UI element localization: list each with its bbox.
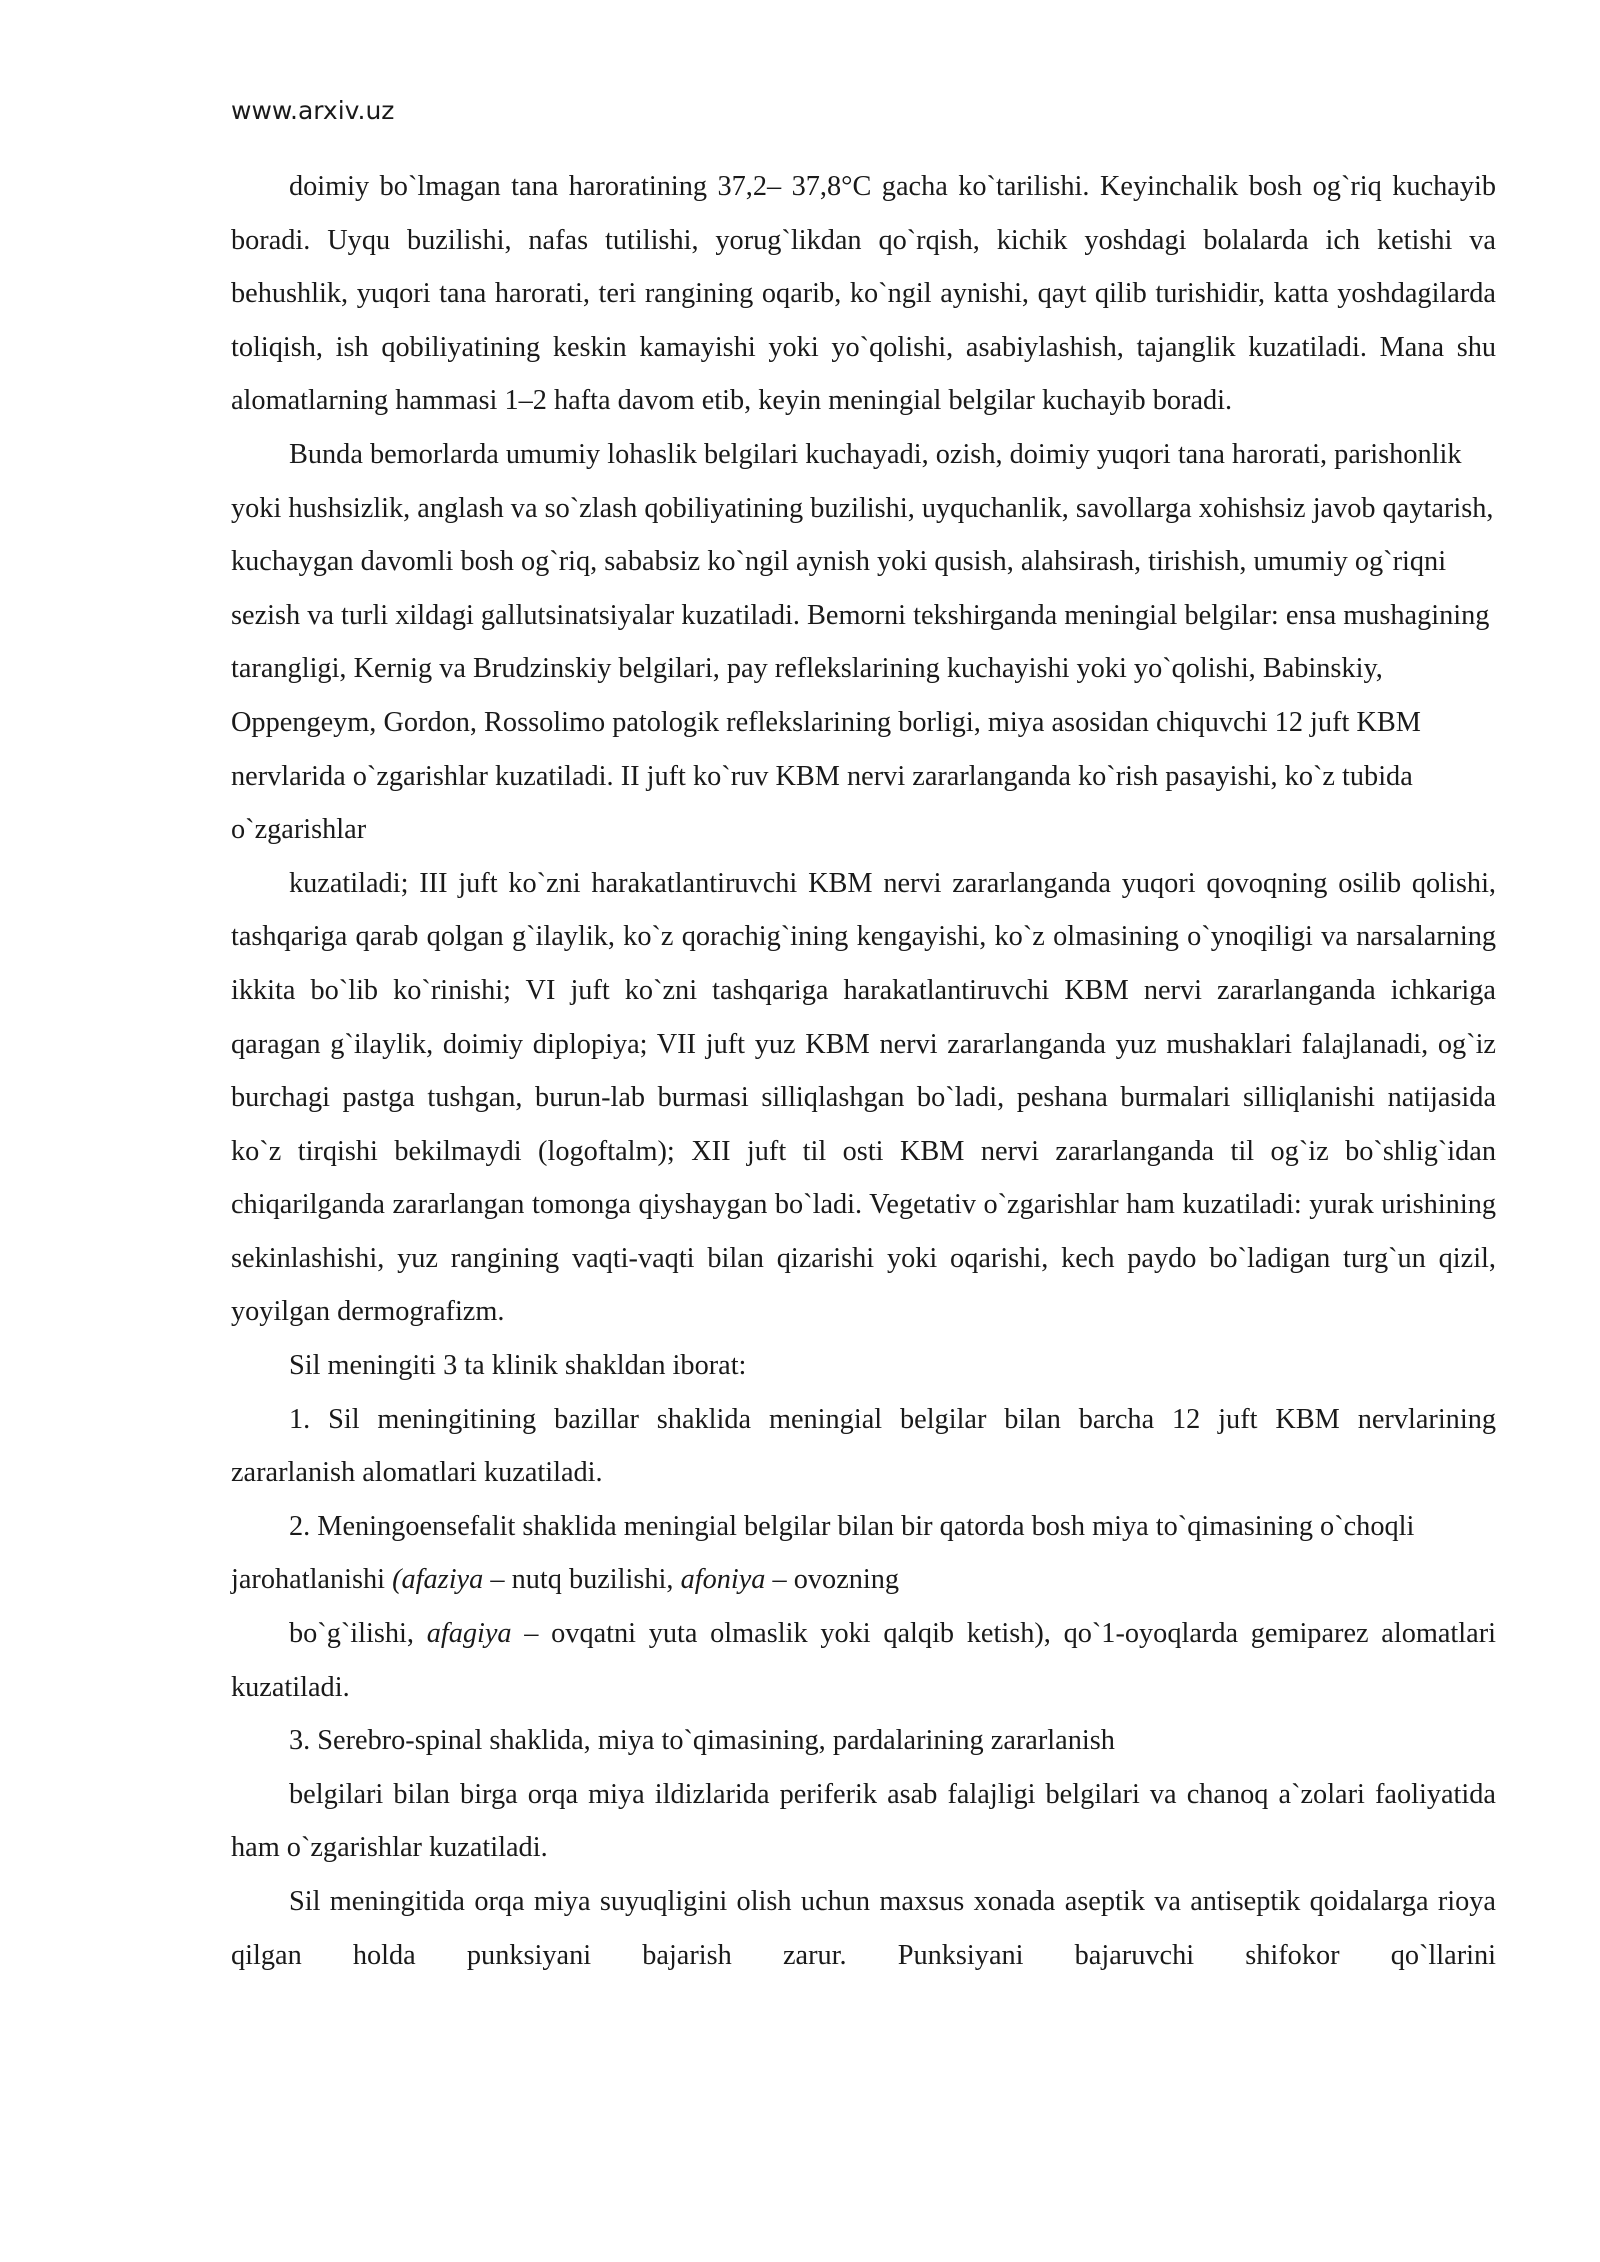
paragraph-cerebrospinal-form: 3. Serebro-spinal shaklida, miya to`qimasining, pardalarining zararlanish	[289, 1725, 1115, 1757]
italic-term: (afaziya	[392, 1564, 484, 1596]
italic-term: afoniya	[680, 1564, 766, 1596]
paragraph-basilar-form: 1. Sil meningitining bazillar shaklida meningial belgilar bilan barcha 12 juft KBM nervlarining zararlanish alomatlari kuzatiladi.	[231, 1403, 1496, 1489]
text-run: – ovozning	[765, 1564, 900, 1596]
paragraph-meningeal-signs: Bunda bemorlarda umumiy lohaslik belgilari kuchayadi, ozish, doimiy yuqori tana harorati, parishonlik yoki hushsizlik, anglash va so`zlash qobiliyatining buzilishi, uyquchanlik, savollarga xohishsiz javob qaytarish, kuchaygan davomli bosh og`riq, sababsiz ko`ngil aynish yoki qusish, alahsirash, tirishish, umumiy og`riqni sezish va turli xildagi gallutsinatsiyalar kuzatiladi. Bemorni tekshirganda meningial belgilar: ensa mushagining tarangligi, Kernig va Brudzinskiy belgilari, pay reflekslarining kuchayishi yoki yo`qolishi, Babinskiy, Oppengeym, Gordon, Rossolimo patologik reflekslarining borligi, miya asosidan chiquvchi 12 juft KBM nervlarida o`zgarishlar kuzatiladi. II juft ko`ruv KBM nervi zararlanganda ko`rish pasayishi, ko`z tubida o`zgarishlar	[231, 438, 1494, 846]
text-run: bo`g`ilishi,	[289, 1618, 427, 1650]
paragraph-meningoencephalitic-cont	[231, 1607, 1496, 1714]
paragraph-meningoencephalitic-form	[231, 1500, 1496, 1607]
text-run: – ovqatni yuta olmaslik yoki qalqib ketish), qo`1-oyoqlarda gemiparez alomatlari kuzatiladi.	[231, 1618, 1496, 1703]
site-header: www.arxiv.uz	[231, 96, 395, 125]
text-run: 2. Meningoensefalit shaklida meningial belgilar bilan bir qatorda bosh miya to`qimasining o`choqli jarohatlanishi	[231, 1510, 1415, 1596]
paragraph-clinical-forms-intro: Sil meningiti 3 ta klinik shakldan iborat:	[289, 1350, 747, 1382]
paragraph-cerebrospinal-cont: belgilari bilan birga orqa miya ildizlarida periferik asab falajligi belgilari va chanoq a`zolari faoliyatida ham o`zgarishlar kuzatiladi.	[231, 1778, 1496, 1864]
paragraph-cranial-nerves: kuzatiladi; III juft ko`zni harakatlantiruvchi KBM nervi zararlanganda yuqori qovoqning osilib qolishi, tashqariga qarab qolgan g`ilaylik, ko`z qorachig`ining kengayishi, ko`z olmasining o`ynoqiligi va narsalarning ikkita bo`lib ko`rinishi; VI juft ko`zni tashqariga harakatlantiruvchi KBM nervi zararlanganda ichkariga qaragan g`ilaylik, doimiy diplopiya; VII juft yuz KBM nervi zararlanganda yuz mushaklari falajlanadi, og`iz burchagi pastga tushgan, burun-lab burmasi silliqlashgan bo`ladi, peshana burmalari silliqlanishi natijasida ko`z tirqishi bekilmaydi (logoftalm); XII juft til osti KBM nervi zararlanganda til og`iz bo`shlig`idan chiqarilganda zararlangan tomonga qiyshaygan bo`ladi. Vegetativ o`zgarishlar ham kuzatiladi: yurak urishining sekinlashishi, yuz rangining vaqti-vaqti bilan qizarishi yoki oqarishi, kech paydo bo`ladigan turg`un qizil, yoyilgan dermografizm.	[231, 867, 1496, 1328]
text-run: – nutq buzilishi,	[483, 1564, 681, 1596]
document-body	[231, 160, 1496, 1982]
italic-term: afagiya	[426, 1618, 512, 1650]
paragraph-symptoms-onset: doimiy bo`lmagan tana haroratining 37,2– 37,8°C gacha ko`tarilishi. Keyinchalik bosh og`riq kuchayib boradi. Uyqu buzilishi, nafas tutilishi, yorug`likdan qo`rqish, kichik yoshdagi bolalarda ich ketishi va behushlik, yuqori tana harorati, teri rangining oqarib, ko`ngil aynishi, qayt qilib turishidir, katta yoshdagilarda toliqish, ish qobiliyatining keskin kamayishi yoki yo`qolishi, asabiylashish, tajanglik kuzatiladi. Mana shu alomatlarning hammasi 1–2 hafta davom etib, keyin meningial belgilar kuchayib boradi.	[231, 171, 1496, 417]
paragraph-puncture: Sil meningitida orqa miya suyuqligini olish uchun maxsus xonada aseptik va antiseptik qoidalarga rioya qilgan holda punksiyani bajarish zarur. Punksiyani bajaruvchi shifokor qo`llarini	[231, 1886, 1496, 1971]
